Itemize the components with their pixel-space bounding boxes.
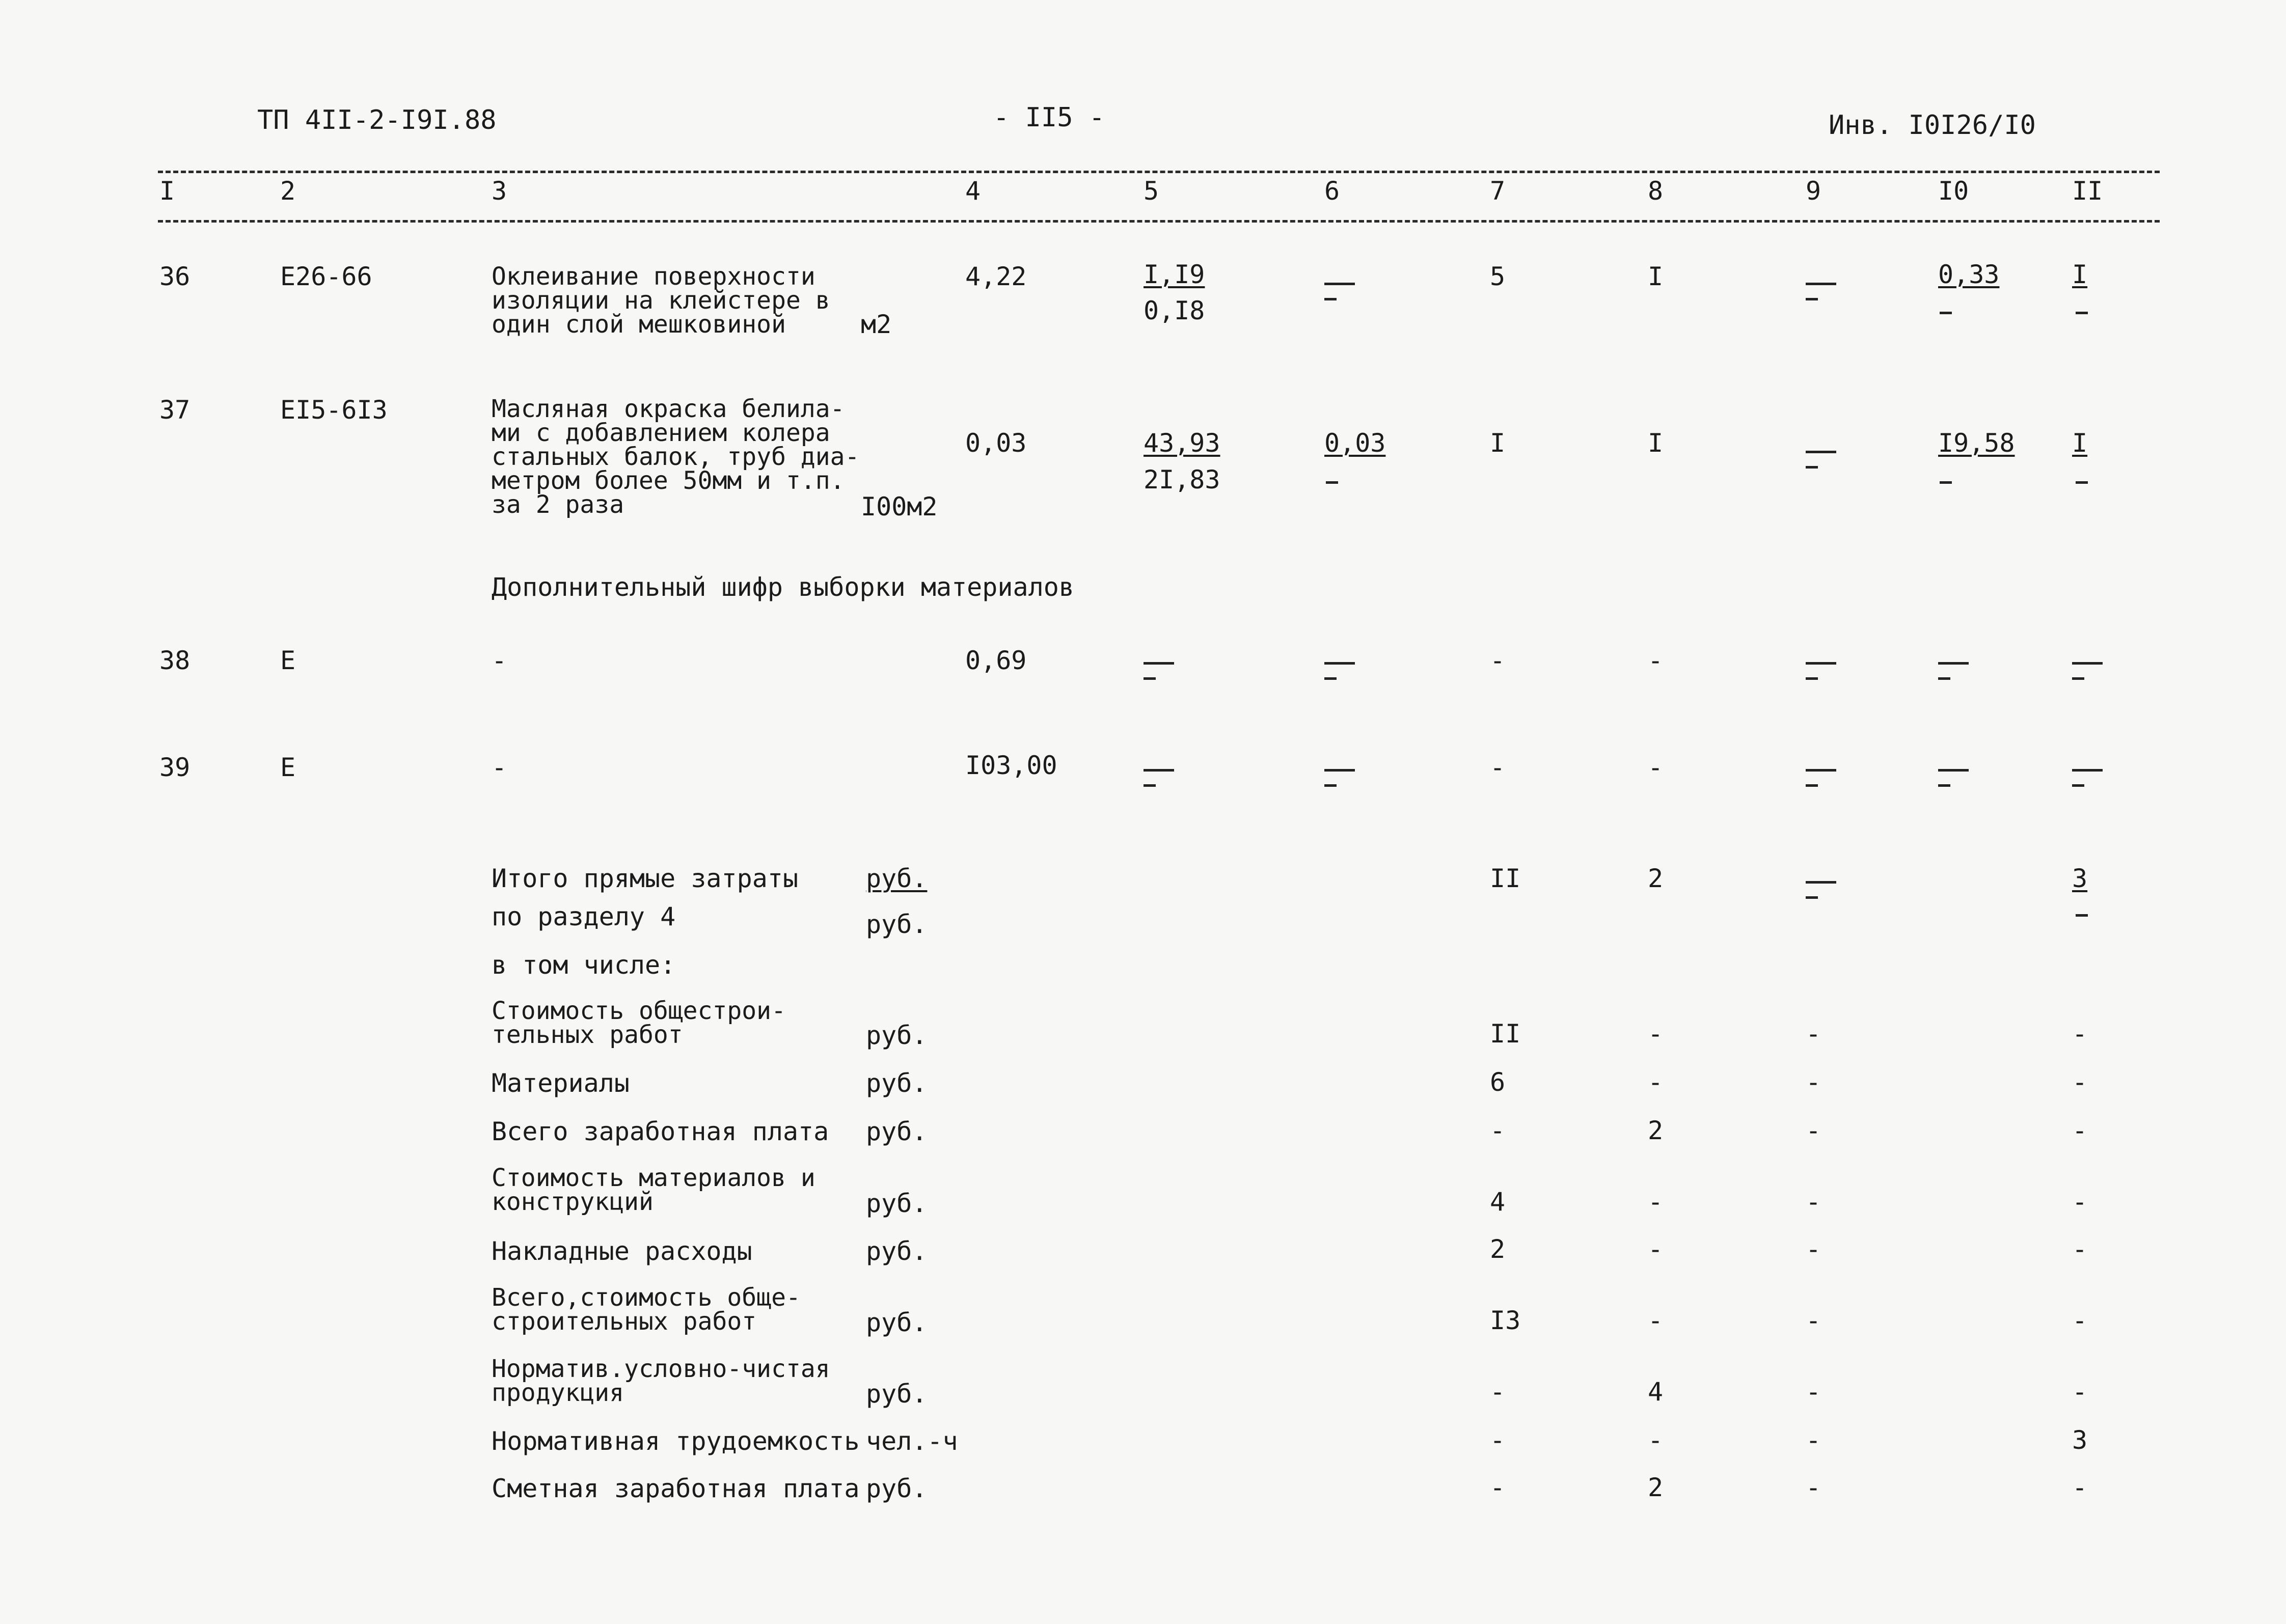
breakdown-cost: 2 xyxy=(1490,1234,1506,1264)
empty-fraction xyxy=(1806,451,1841,481)
breakdown-label: Всего заработная плата xyxy=(492,1117,829,1146)
labor-per-unit: I9,58 xyxy=(1938,428,2015,458)
breakdown-labor: - xyxy=(2072,1067,2088,1097)
breakdown-label: Сметная заработная плата xyxy=(492,1474,860,1503)
breakdown-wage: - xyxy=(1648,1425,1664,1455)
total-labor: 3 xyxy=(2072,864,2088,893)
breakdown-cost: II xyxy=(1490,1019,1521,1049)
breakdown-labor: - xyxy=(2072,1019,2088,1049)
empty-fraction xyxy=(1938,769,1974,800)
document-code: ТП 4II-2-I9I.88 xyxy=(257,105,497,135)
breakdown-label: Норматив.условно-чистая продукция xyxy=(492,1355,830,1407)
breakdown-wage: 2 xyxy=(1648,1473,1664,1502)
empty-fraction xyxy=(2072,662,2108,693)
breakdown-unit: руб. xyxy=(866,1068,928,1098)
row-number: 38 xyxy=(159,646,190,675)
norm-code: E26-66 xyxy=(280,262,372,291)
empty-dash xyxy=(1940,312,1952,314)
row-number: 37 xyxy=(159,395,190,425)
breakdown-label: Нормативная трудоемкость xyxy=(492,1426,860,1456)
total-cost: 5 xyxy=(1490,262,1506,291)
empty-fraction xyxy=(1806,662,1841,693)
breakdown-col9: - xyxy=(1806,1473,1821,1502)
total-cost: - xyxy=(1490,753,1506,782)
empty-fraction xyxy=(1144,769,1179,800)
total-wage: - xyxy=(1648,753,1664,782)
empty-fraction xyxy=(1806,283,1841,313)
breakdown-labor: - xyxy=(2072,1306,2088,1335)
breakdown-labor: - xyxy=(2072,1116,2088,1145)
empty-dash xyxy=(2076,914,2088,917)
including-label: в том числе: xyxy=(492,950,676,980)
empty-fraction xyxy=(1324,769,1360,800)
row-number: 36 xyxy=(159,262,190,291)
col-header-4: 4 xyxy=(965,176,981,206)
row-number: 39 xyxy=(159,753,190,782)
empty-fraction xyxy=(1806,881,1841,912)
empty-dash xyxy=(2076,312,2088,314)
breakdown-wage: 2 xyxy=(1648,1116,1664,1145)
total-wage: I xyxy=(1648,262,1664,291)
empty-fraction xyxy=(1144,662,1179,693)
breakdown-wage: - xyxy=(1648,1306,1664,1335)
breakdown-cost: - xyxy=(1490,1473,1506,1502)
empty-dash xyxy=(2076,481,2088,484)
breakdown-label: Стоимость общестрои- тельных работ xyxy=(492,997,786,1049)
total-label-section: по разделу 4 xyxy=(492,902,676,931)
breakdown-unit: руб. xyxy=(866,1117,928,1146)
norm-code: EI5-6I3 xyxy=(280,395,388,425)
quantity: 0,03 xyxy=(965,428,1027,458)
breakdown-unit: руб. xyxy=(866,1021,928,1050)
breakdown-unit: руб. xyxy=(866,1308,928,1337)
breakdown-wage: - xyxy=(1648,1019,1664,1049)
breakdown-col9: - xyxy=(1806,1306,1821,1335)
total-wage: 2 xyxy=(1648,864,1664,893)
breakdown-col9: - xyxy=(1806,1425,1821,1455)
labor-per-unit: 0,33 xyxy=(1938,260,2000,289)
breakdown-unit: руб. xyxy=(866,1236,928,1266)
breakdown-col9: - xyxy=(1806,1067,1821,1097)
total-unit: руб. xyxy=(866,864,928,893)
quantity: 0,69 xyxy=(965,646,1027,675)
breakdown-labor: 3 xyxy=(2072,1425,2088,1455)
breakdown-unit: чел.-ч xyxy=(866,1426,958,1456)
breakdown-col9: - xyxy=(1806,1019,1821,1049)
norm-code: E xyxy=(280,646,296,675)
empty-fraction xyxy=(1324,662,1360,693)
breakdown-unit: руб. xyxy=(866,1474,928,1503)
breakdown-col9: - xyxy=(1806,1234,1821,1264)
unit-cost: I,I9 xyxy=(1144,260,1205,289)
col-header-11: II xyxy=(2072,176,2103,206)
unit-wage: 0,I8 xyxy=(1144,296,1205,325)
breakdown-wage: - xyxy=(1648,1234,1664,1264)
labor-total: I xyxy=(2072,428,2088,458)
breakdown-labor: - xyxy=(2072,1187,2088,1217)
unit-cost: 43,93 xyxy=(1144,428,1220,458)
empty-fraction xyxy=(1806,769,1841,800)
breakdown-labor: - xyxy=(2072,1473,2088,1502)
breakdown-unit: руб. xyxy=(866,1379,928,1409)
total-wage: - xyxy=(1648,646,1664,675)
breakdown-col9: - xyxy=(1806,1187,1821,1217)
unit-machine-cost: 0,03 xyxy=(1324,428,1386,458)
breakdown-label: Материалы xyxy=(492,1068,630,1098)
section-note: Дополнительный шифр выборки материалов xyxy=(492,572,1074,602)
unit-wage: 2I,83 xyxy=(1144,465,1220,494)
breakdown-unit: руб. xyxy=(866,1189,928,1218)
col-header-7: 7 xyxy=(1490,176,1506,206)
header-bottom-rule xyxy=(158,220,2160,223)
empty-dash xyxy=(1940,481,1952,484)
empty-fraction xyxy=(1324,283,1360,313)
quantity: 4,22 xyxy=(965,262,1027,291)
total-cost: - xyxy=(1490,646,1506,675)
breakdown-labor: - xyxy=(2072,1234,2088,1264)
inventory-number: Инв. I0I26/I0 xyxy=(1829,110,2036,141)
norm-code: E xyxy=(280,753,296,782)
page-number: - II5 - xyxy=(993,102,1105,133)
total-unit: руб. xyxy=(866,910,928,939)
breakdown-cost: - xyxy=(1490,1425,1506,1455)
total-cost: I xyxy=(1490,428,1506,458)
work-description: Оклеивание поверхности изоляции на клейстере в один слой мешковиной xyxy=(492,262,830,339)
breakdown-wage: 4 xyxy=(1648,1377,1664,1407)
col-header-3: 3 xyxy=(492,176,507,206)
total-wage: I xyxy=(1648,428,1664,458)
work-description: - xyxy=(492,753,507,782)
total-label: Итого прямые затраты xyxy=(492,864,799,893)
breakdown-label: Стоимость материалов и конструкций xyxy=(492,1164,815,1216)
col-header-10: I0 xyxy=(1938,176,1969,206)
col-header-6: 6 xyxy=(1324,176,1340,206)
work-description: Масляная окраска белила- ми с добавлением колера стальных балок, труб диа- метром более 50мм и т.п. за 2 раза xyxy=(492,395,860,519)
unit: I00м2 xyxy=(861,492,938,521)
empty-dash xyxy=(1326,481,1338,484)
work-description: - xyxy=(492,646,507,675)
breakdown-cost: - xyxy=(1490,1116,1506,1145)
breakdown-cost: 4 xyxy=(1490,1187,1506,1217)
total-cost: II xyxy=(1490,864,1521,893)
breakdown-cost: I3 xyxy=(1490,1306,1521,1335)
breakdown-col9: - xyxy=(1806,1377,1821,1407)
empty-fraction xyxy=(1938,662,1974,693)
col-header-9: 9 xyxy=(1806,176,1821,206)
breakdown-cost: - xyxy=(1490,1377,1506,1407)
breakdown-label: Всего,стоимость обще- строительных работ xyxy=(492,1283,801,1336)
labor-total: I xyxy=(2072,260,2088,289)
col-header-1: I xyxy=(159,176,175,206)
empty-fraction xyxy=(2072,769,2108,800)
breakdown-wage: - xyxy=(1648,1067,1664,1097)
header-top-rule xyxy=(158,171,2160,173)
col-header-8: 8 xyxy=(1648,176,1664,206)
breakdown-col9: - xyxy=(1806,1116,1821,1145)
breakdown-wage: - xyxy=(1648,1187,1664,1217)
col-header-2: 2 xyxy=(280,176,296,206)
unit: м2 xyxy=(861,310,892,339)
breakdown-labor: - xyxy=(2072,1377,2088,1407)
col-header-5: 5 xyxy=(1144,176,1159,206)
breakdown-label: Накладные расходы xyxy=(492,1236,752,1266)
breakdown-cost: 6 xyxy=(1490,1067,1506,1097)
quantity: I03,00 xyxy=(965,751,1057,780)
